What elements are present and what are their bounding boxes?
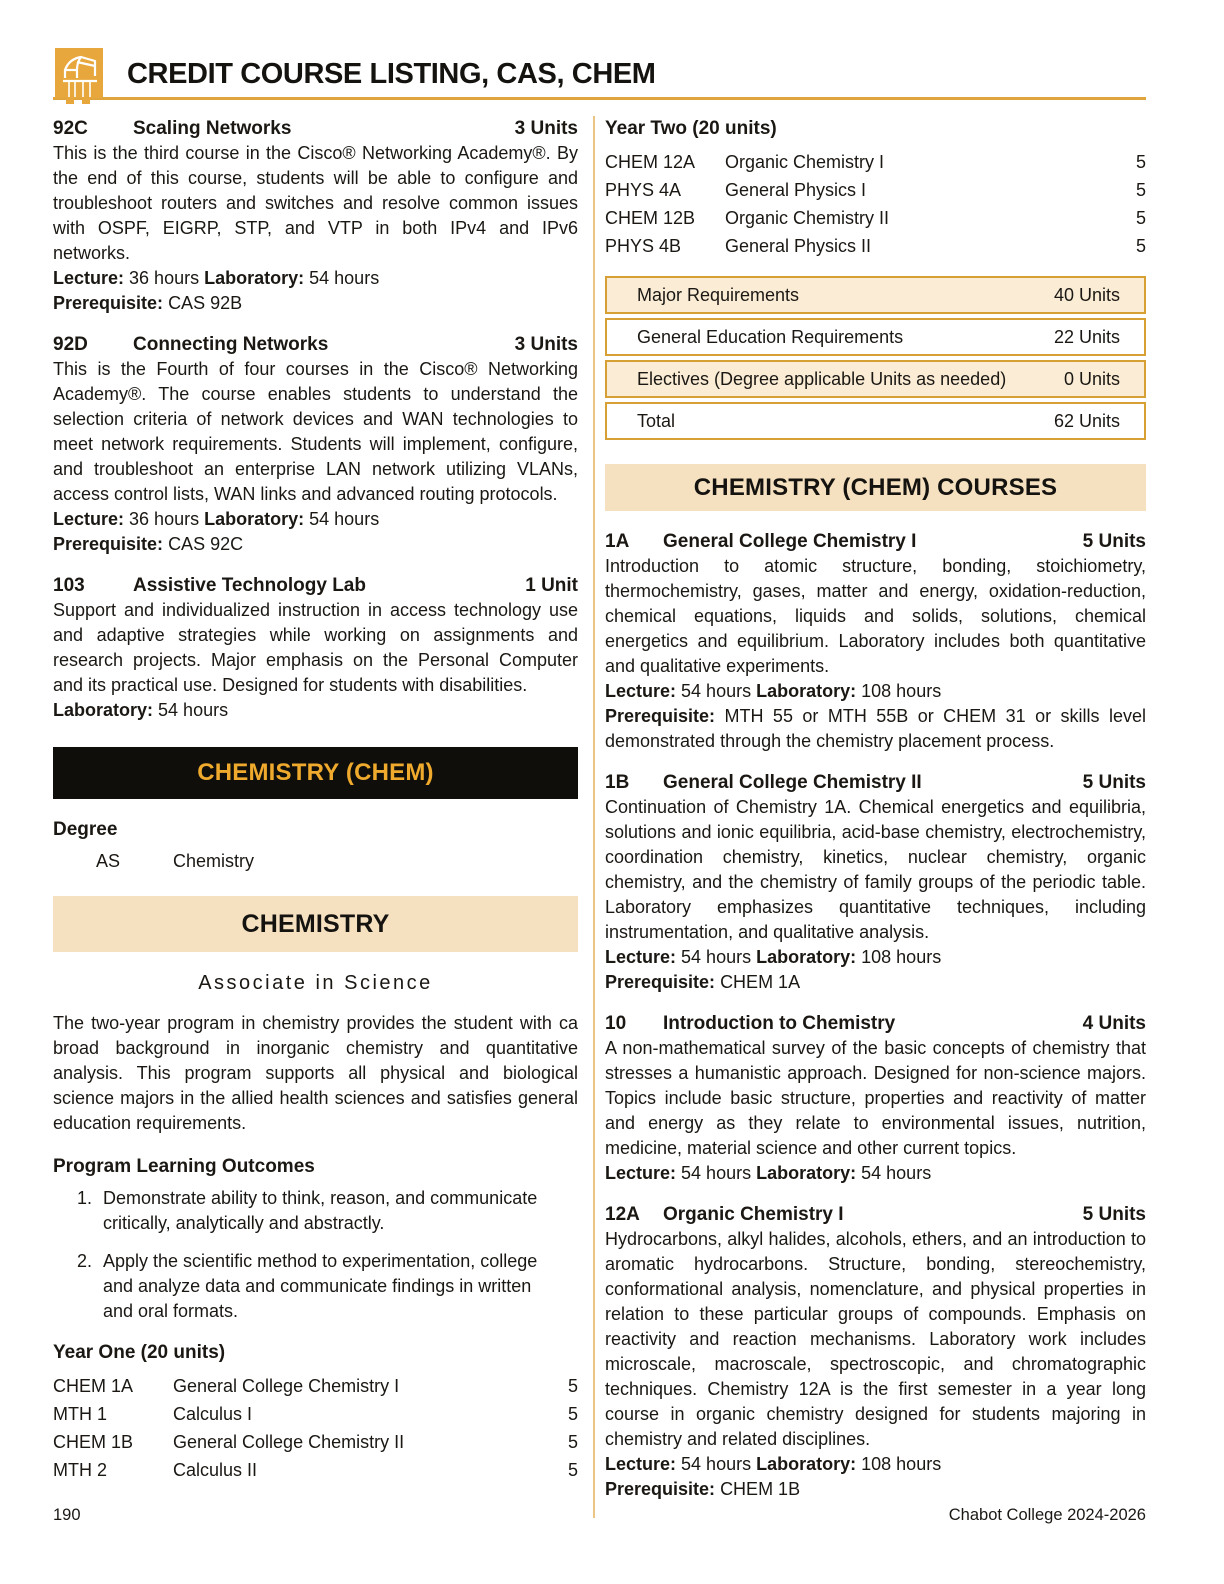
requirement-value: 62 Units — [1053, 410, 1120, 431]
plan-units: 5 — [567, 1432, 578, 1452]
outcome-number: 2. — [77, 1251, 93, 1271]
requirement-label: General Education Requirements — [637, 326, 904, 347]
course-hours — [605, 1161, 1146, 1186]
laboratory-label: Laboratory: — [756, 1454, 857, 1474]
requirement-row — [605, 402, 1146, 440]
plan-units: 5 — [567, 1376, 578, 1396]
laboratory-hours: 54 hours — [158, 700, 229, 720]
column-divider — [593, 116, 595, 1518]
outcome-item — [77, 1186, 578, 1236]
course-units: 3 Units — [514, 118, 578, 139]
course-hours — [53, 698, 578, 723]
laboratory-label: Laboratory: — [53, 700, 154, 720]
page-header — [53, 50, 1146, 100]
course-description: This is the third course in the Cisco® Networking Academy®. By the end of this course, students will be able to configure and troubleshoot routers and switches and resolve common issues with OSPF, EIGRP, STP, and VTP in both IPv4 and IPv6 networks. — [53, 143, 578, 263]
course-hours — [605, 679, 1146, 704]
course-title: Assistive Technology Lab — [133, 575, 366, 596]
course-heading — [605, 1011, 1146, 1036]
laboratory-label: Laboratory: — [756, 947, 857, 967]
page-footer — [53, 1506, 1146, 1525]
degree-name: Chemistry — [173, 851, 255, 871]
course-code: 12A — [605, 1204, 640, 1225]
course-code: 103 — [53, 575, 85, 596]
plan-row — [605, 176, 1146, 204]
year-two-heading: Year Two (20 units) — [605, 118, 777, 139]
catalog-edition: Chabot College 2024-2026 — [948, 1506, 1146, 1524]
plan-units: 5 — [1135, 208, 1146, 228]
content-columns — [53, 116, 1146, 1518]
laboratory-label: Laboratory: — [204, 268, 305, 288]
course-code: 92C — [53, 118, 88, 139]
course-code: 1B — [605, 772, 630, 793]
plan-units: 5 — [567, 1460, 578, 1480]
lecture-label: Lecture: — [605, 1454, 677, 1474]
lecture-label: Lecture: — [605, 681, 677, 701]
course-units: 1 Unit — [525, 575, 578, 596]
course-title: Organic Chemistry I — [663, 1204, 844, 1225]
prerequisite-label: Prerequisite: — [53, 534, 164, 554]
requirement-row — [605, 318, 1146, 356]
laboratory-hours: 108 hours — [861, 681, 942, 701]
course-block-103 — [53, 573, 578, 723]
course-title: Introduction to Chemistry — [663, 1013, 896, 1034]
plan-units: 5 — [1135, 152, 1146, 172]
course-description: A non-mathematical survey of the basic concepts of chemistry that stresses a humanistic approach. Designed for non-science majors. Topics include basic structure, properties and reactivity of matter and energy as they relate to environmental issues, nutrition, medicine, material science and other current topics. — [605, 1038, 1146, 1158]
outcome-item — [77, 1249, 578, 1324]
course-block-1a — [605, 529, 1146, 754]
course-code: 10 — [605, 1013, 627, 1034]
lecture-hours: 54 hours — [681, 1163, 752, 1183]
plan-row — [605, 204, 1146, 232]
outcome-text: Demonstrate ability to think, reason, and communicate critically, analytically and abstractly. — [103, 1188, 538, 1233]
plan-title: General Physics II — [725, 236, 872, 256]
year-two-table — [605, 148, 1146, 260]
plan-units: 5 — [1135, 180, 1146, 200]
course-code: 92D — [53, 334, 88, 355]
plan-row — [53, 1372, 578, 1400]
course-block-92d — [53, 332, 578, 557]
lecture-hours: 36 hours — [129, 268, 200, 288]
requirement-value: 22 Units — [1053, 326, 1120, 347]
lecture-hours: 54 hours — [681, 1454, 752, 1474]
course-prerequisite — [53, 291, 578, 316]
laboratory-label: Laboratory: — [204, 509, 305, 529]
requirements-table — [605, 276, 1146, 440]
page-number: 190 — [53, 1506, 81, 1524]
year-one-table — [53, 1372, 578, 1484]
plan-title: Calculus I — [173, 1404, 253, 1424]
plan-code: PHYS 4B — [605, 236, 682, 256]
prerequisite-label: Prerequisite: — [53, 293, 164, 313]
requirement-label: Major Requirements — [637, 284, 800, 305]
outcome-number: 1. — [77, 1188, 93, 1208]
course-heading — [605, 1202, 1146, 1227]
lecture-label: Lecture: — [605, 947, 677, 967]
prerequisite-value: CAS 92B — [168, 293, 243, 313]
prerequisite-value: CHEM 1B — [720, 1479, 801, 1499]
right-column — [605, 116, 1146, 1518]
course-heading — [605, 770, 1146, 795]
plan-title: General College Chemistry II — [173, 1432, 405, 1452]
course-block-12a — [605, 1202, 1146, 1502]
plan-code: MTH 2 — [53, 1460, 107, 1480]
course-title: General College Chemistry I — [663, 531, 917, 552]
course-units: 3 Units — [514, 334, 578, 355]
lecture-label: Lecture: — [605, 1163, 677, 1183]
course-prerequisite — [605, 704, 1146, 754]
plan-row — [53, 1400, 578, 1428]
plan-row — [53, 1456, 578, 1484]
course-description: Hydrocarbons, alkyl halides, alcohols, ethers, and an introduction to aromatic hydrocarbons. Structure, bonding, stereochemistry, conformational analysis, nomenclature, and physical properties in relation to these particular groups of compounds. Emphasis on reactivity and reaction mechanisms. Laboratory work includes microscale, macroscale, spectroscopic, and chromatographic techniques. Chemistry 12A is the first semester in a year long course in organic chemistry designed for students majoring in chemistry and related disciplines. — [605, 1229, 1146, 1449]
course-block-92c — [53, 116, 578, 316]
prerequisite-value: CHEM 1A — [720, 972, 801, 992]
prerequisite-label: Prerequisite: — [605, 1479, 716, 1499]
course-heading — [53, 332, 578, 357]
course-units: 5 Units — [1082, 531, 1146, 552]
laboratory-label: Laboratory: — [756, 681, 857, 701]
course-description: Introduction to atomic structure, bonding, stoichiometry, thermochemistry, gases, matter and energy, oxidation-reduction, chemical equations, liquids and solids, solutions, chemical energetics and equilibrium. Laboratory includes both quantitative and qualitative experiments. — [605, 556, 1146, 676]
program-banner: CHEMISTRY — [53, 896, 578, 952]
outcomes-heading: Program Learning Outcomes — [53, 1156, 315, 1177]
lecture-hours: 54 hours — [681, 947, 752, 967]
course-heading — [53, 116, 578, 141]
course-prerequisite — [605, 1477, 1146, 1502]
prerequisite-label: Prerequisite: — [605, 706, 716, 726]
plan-code: PHYS 4A — [605, 180, 682, 200]
laboratory-hours: 54 hours — [309, 509, 380, 529]
plan-title: Organic Chemistry I — [725, 152, 885, 172]
plan-code: CHEM 12B — [605, 208, 696, 228]
plan-row — [53, 1428, 578, 1456]
laboratory-hours: 54 hours — [309, 268, 380, 288]
course-title: Connecting Networks — [133, 334, 329, 355]
course-hours — [605, 1452, 1146, 1477]
course-units: 5 Units — [1082, 772, 1146, 793]
plan-title: Calculus II — [173, 1460, 258, 1480]
outcome-text: Apply the scientific method to experimentation, college and analyze data and communicate findings in written and oral formats. — [103, 1251, 538, 1321]
department-banner: CHEMISTRY (CHEM) — [53, 747, 578, 799]
prerequisite-value: MTH 55 or MTH 55B or CHEM 31 or skills level demonstrated through the chemistry placement process. — [605, 706, 1146, 751]
lecture-label: Lecture: — [53, 268, 125, 288]
plan-title: Organic Chemistry II — [725, 208, 890, 228]
course-block-10 — [605, 1011, 1146, 1186]
courses-section-banner: CHEMISTRY (CHEM) COURSES — [605, 464, 1146, 511]
course-hours — [53, 266, 578, 291]
requirement-row — [605, 276, 1146, 314]
laboratory-hours: 108 hours — [861, 1454, 942, 1474]
plan-code: CHEM 1A — [53, 1376, 134, 1396]
prerequisite-label: Prerequisite: — [605, 972, 716, 992]
plan-row — [605, 148, 1146, 176]
plan-title: General Physics I — [725, 180, 867, 200]
degree-type: AS — [96, 851, 121, 871]
course-description: Support and individualized instruction in access technology use and adaptive strategies while working on assignments and research projects. Major emphasis on the Personal Computer and its practical use. Designed for students with disabilities. — [53, 600, 578, 695]
plan-code: CHEM 12A — [605, 152, 696, 172]
year-one-heading: Year One (20 units) — [53, 1342, 226, 1363]
laboratory-hours: 54 hours — [861, 1163, 932, 1183]
page-title: CREDIT COURSE LISTING, CAS, CHEM — [127, 58, 656, 90]
requirement-value: 40 Units — [1053, 284, 1120, 305]
course-description: Continuation of Chemistry 1A. Chemical energetics and equilibria, solutions and ionic equilibria, acid-base chemistry, electrochemistry, coordination chemistry, kinetics, nuclear chemistry, organic chemistry, and the chemistry of family groups of the periodic table. Laboratory emphasizes quantitative techniques, including instrumentation, and qualitative analysis. — [605, 797, 1146, 942]
left-column — [53, 116, 578, 1518]
course-prerequisite — [53, 532, 578, 557]
prerequisite-value: CAS 92C — [168, 534, 244, 554]
program-subtitle: Associate in Science — [198, 972, 433, 994]
course-description: This is the Fourth of four courses in the Cisco® Networking Academy®. The course enables students to understand the selection criteria of network devices and WAN technologies to meet network requirements. Students will implement, configure, and troubleshoot an enterprise LAN network utilizing VLANs, access control lists, WAN links and advanced routing protocols. — [53, 359, 578, 504]
degree-row — [53, 849, 578, 874]
course-units: 5 Units — [1082, 1204, 1146, 1225]
course-heading — [605, 529, 1146, 554]
lecture-label: Lecture: — [53, 509, 125, 529]
course-title: Scaling Networks — [133, 118, 292, 139]
college-logo-icon — [53, 48, 105, 109]
requirement-value: 0 Units — [1063, 368, 1120, 389]
plan-units: 5 — [1135, 236, 1146, 256]
course-hours — [605, 945, 1146, 970]
plan-units: 5 — [567, 1404, 578, 1424]
course-hours — [53, 507, 578, 532]
course-title: General College Chemistry II — [663, 772, 922, 793]
course-code: 1A — [605, 531, 630, 552]
plan-row — [605, 232, 1146, 260]
degree-heading: Degree — [53, 819, 118, 840]
lecture-hours: 54 hours — [681, 681, 752, 701]
plan-code: MTH 1 — [53, 1404, 107, 1424]
laboratory-hours: 108 hours — [861, 947, 942, 967]
course-prerequisite — [605, 970, 1146, 995]
requirement-row — [605, 360, 1146, 398]
course-block-1b — [605, 770, 1146, 995]
course-units: 4 Units — [1082, 1013, 1146, 1034]
course-heading — [53, 573, 578, 598]
program-description: The two-year program in chemistry provides the student with ca broad background in inorganic chemistry and quantitative analysis. This program supports all physical and biological science majors in the allied health sciences and satisfies general education requirements. — [53, 1013, 578, 1133]
requirement-label: Total — [637, 410, 676, 431]
requirement-label: Electives (Degree applicable Units as needed) — [637, 368, 1007, 389]
plan-title: General College Chemistry I — [173, 1376, 400, 1396]
lecture-hours: 36 hours — [129, 509, 200, 529]
laboratory-label: Laboratory: — [756, 1163, 857, 1183]
plan-code: CHEM 1B — [53, 1432, 134, 1452]
